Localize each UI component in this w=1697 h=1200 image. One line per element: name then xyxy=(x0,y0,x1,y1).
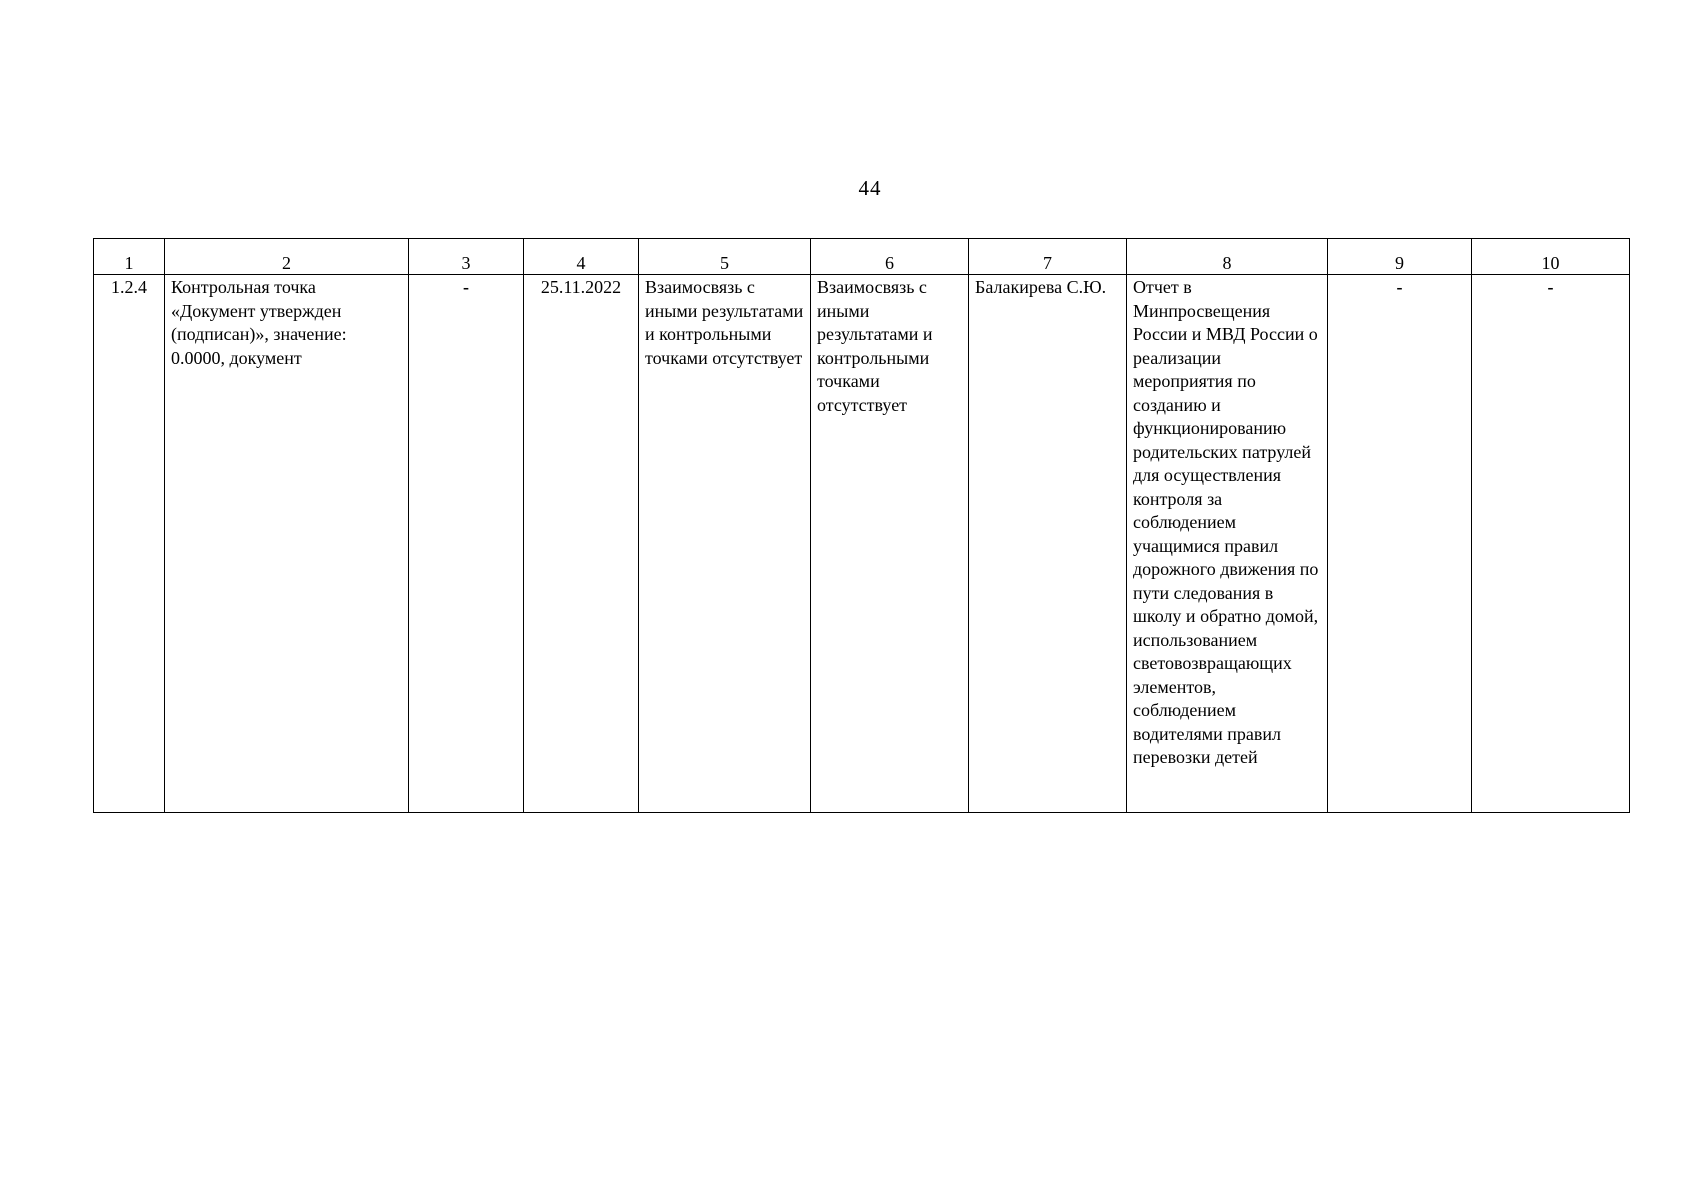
header-cell-3: 3 xyxy=(409,239,524,275)
header-cell-2: 2 xyxy=(165,239,409,275)
document-table xyxy=(93,238,1630,813)
cell-control-point: Контрольная точка «Документ утвержден (подписан)», значение: 0.0000, документ xyxy=(165,275,409,813)
cell-relation-2: Взаимосвязь с иными результатами и контрольными точками отсутствует xyxy=(811,275,969,813)
header-cell-5: 5 xyxy=(639,239,811,275)
cell-col9: - xyxy=(1328,275,1472,813)
cell-number: 1.2.4 xyxy=(94,275,165,813)
header-cell-9: 9 xyxy=(1328,239,1472,275)
header-cell-6: 6 xyxy=(811,239,969,275)
header-cell-1: 1 xyxy=(94,239,165,275)
header-cell-7: 7 xyxy=(969,239,1127,275)
cell-relation-1: Взаимосвязь с иными результатами и контрольными точками отсутствует xyxy=(639,275,811,813)
page-number: 44 xyxy=(858,176,882,200)
table-row xyxy=(94,275,1630,813)
cell-col3: - xyxy=(409,275,524,813)
header-cell-8: 8 xyxy=(1127,239,1328,275)
cell-col10: - xyxy=(1472,275,1630,813)
cell-report: Отчет в Минпросвещения России и МВД России о реализации мероприятия по созданию и функционированию родительских патрулей для осуществления контроля за соблюдением учащимися правил дорожного движения по пути следования в школу и обратно домой, использованием световозвращающих элементов, соблюдением водителями правил перевозки детей xyxy=(1127,275,1328,813)
cell-responsible: Балакирева С.Ю. xyxy=(969,275,1127,813)
header-cell-4: 4 xyxy=(524,239,639,275)
cell-date: 25.11.2022 xyxy=(524,275,639,813)
table-header-row xyxy=(94,239,1630,275)
header-cell-10: 10 xyxy=(1472,239,1630,275)
